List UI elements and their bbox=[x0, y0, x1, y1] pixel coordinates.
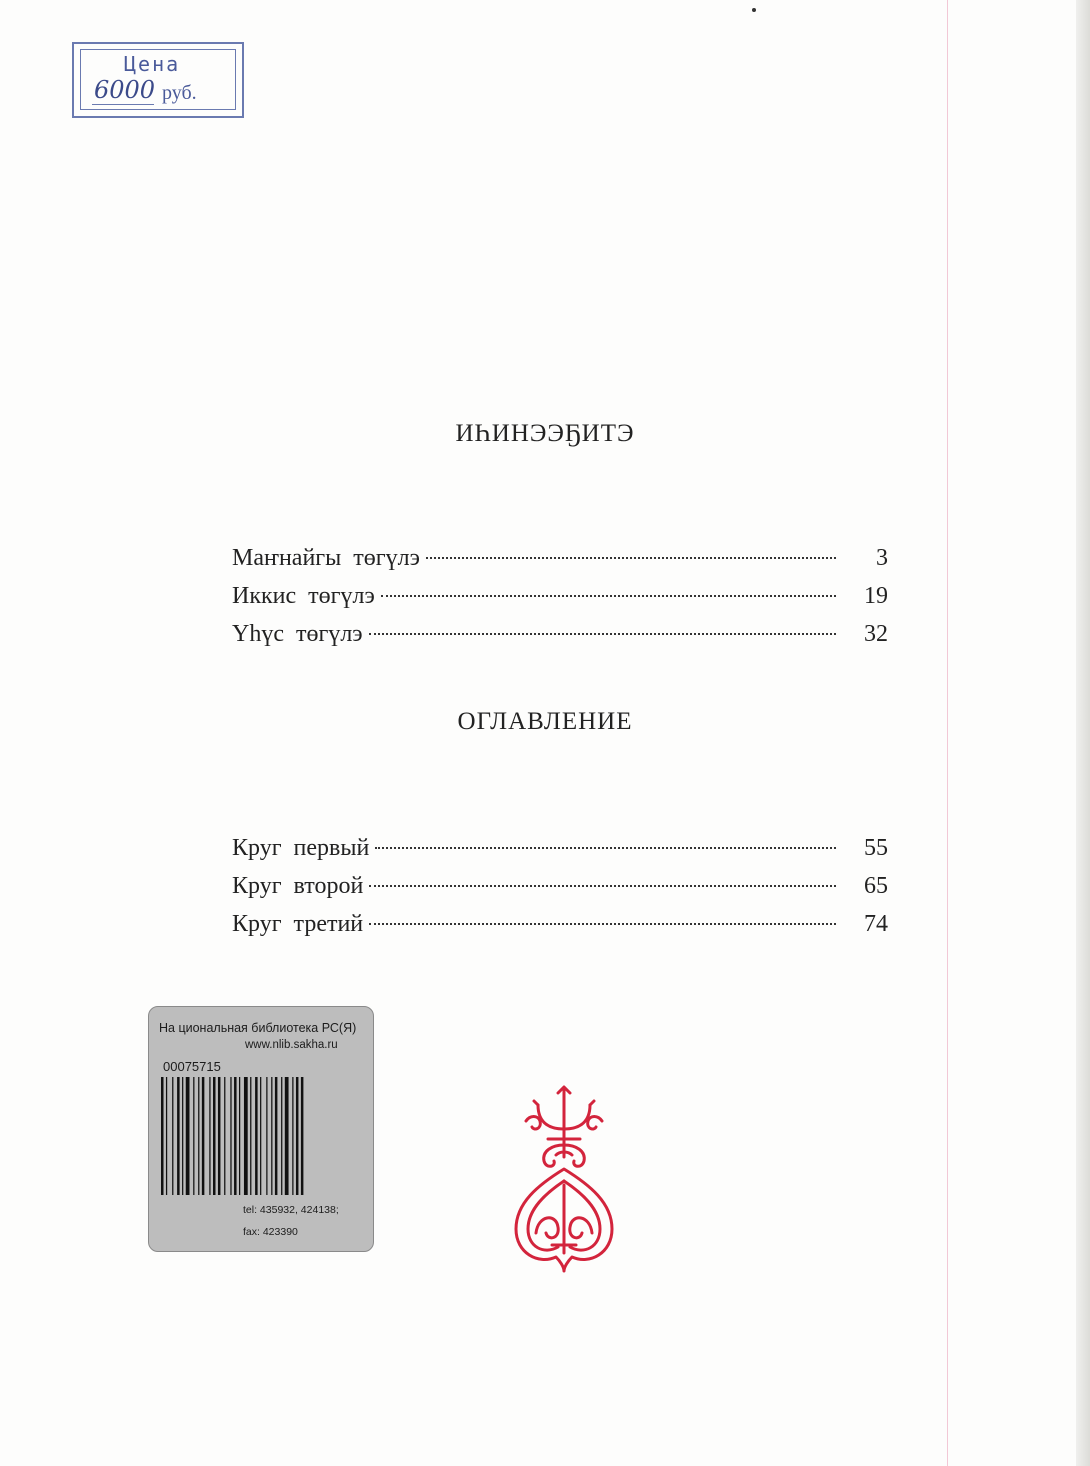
yakut-toc-heading: ИҺИНЭЭҔИТЭ bbox=[455, 420, 635, 447]
toc-entry-title: Круг первый bbox=[232, 835, 370, 861]
toc-leader-dots bbox=[381, 595, 836, 597]
toc-entry bbox=[232, 583, 888, 621]
toc-entry bbox=[232, 545, 888, 583]
price-stamp-underline bbox=[92, 104, 154, 105]
barcode-bar bbox=[186, 1077, 190, 1195]
barcode-bar bbox=[239, 1077, 240, 1195]
toc-leader-dots bbox=[426, 557, 836, 559]
barcode-bar bbox=[281, 1077, 282, 1195]
price-stamp-value: 6000 bbox=[94, 76, 156, 104]
toc-entry-title: Маҥнайгы төгүлэ bbox=[232, 545, 420, 571]
toc-entry-title: Үһүс төгүлэ bbox=[232, 621, 363, 647]
toc-entry-title: Круг второй bbox=[232, 873, 364, 899]
toc-leader-dots bbox=[369, 923, 836, 925]
toc-entry-page: 19 bbox=[864, 583, 888, 609]
barcode-bar bbox=[255, 1077, 258, 1195]
toc-entry-page: 65 bbox=[864, 873, 888, 899]
toc-entry bbox=[232, 835, 888, 873]
toc-leader-dots bbox=[369, 633, 836, 635]
print-speck bbox=[752, 8, 756, 12]
barcode-bar bbox=[209, 1077, 210, 1195]
toc-entry-title: Круг третий bbox=[232, 911, 364, 937]
ornament-icon bbox=[508, 1085, 620, 1273]
barcode-bar bbox=[244, 1077, 248, 1195]
barcode-bar bbox=[172, 1077, 173, 1195]
toc-leader-dots bbox=[375, 847, 836, 849]
library-barcode-sticker bbox=[148, 1006, 374, 1252]
sticker-inventory-code: 00075715 bbox=[163, 1059, 221, 1074]
barcode-bar bbox=[166, 1077, 167, 1195]
barcode-bar bbox=[213, 1077, 216, 1195]
barcode-bar bbox=[260, 1077, 261, 1195]
barcode bbox=[159, 1077, 359, 1195]
price-stamp bbox=[72, 42, 244, 118]
barcode-bar bbox=[250, 1077, 251, 1195]
barcode-bar bbox=[177, 1077, 180, 1195]
barcode-bar bbox=[292, 1077, 293, 1195]
sticker-url: www.nlib.sakha.ru bbox=[245, 1039, 338, 1051]
russian-toc-heading: ОГЛАВЛЕНИЕ bbox=[457, 708, 633, 735]
barcode-bar bbox=[230, 1077, 231, 1195]
barcode-bar bbox=[198, 1077, 199, 1195]
toc-entry-page: 3 bbox=[876, 545, 888, 571]
russian-toc bbox=[232, 835, 888, 949]
toc-entry-page: 55 bbox=[864, 835, 888, 861]
toc-leader-dots bbox=[369, 885, 836, 887]
barcode-bar bbox=[218, 1077, 221, 1195]
price-stamp-label: Цена bbox=[124, 52, 181, 76]
barcode-bar bbox=[182, 1077, 183, 1195]
barcode-bar bbox=[224, 1077, 225, 1195]
sticker-phone: tel: 435932, 424138; bbox=[243, 1204, 339, 1216]
barcode-bar bbox=[301, 1077, 304, 1195]
barcode-bar bbox=[271, 1077, 272, 1195]
barcode-bar bbox=[266, 1077, 267, 1195]
sticker-fax: fax: 423390 bbox=[243, 1226, 298, 1238]
yakut-toc bbox=[232, 545, 888, 659]
barcode-bar bbox=[275, 1077, 278, 1195]
toc-entry bbox=[232, 621, 888, 659]
barcode-bar bbox=[202, 1077, 205, 1195]
toc-entry bbox=[232, 873, 888, 911]
barcode-bar bbox=[234, 1077, 237, 1195]
sticker-library-name: На циональная библиотека РС(Я) bbox=[159, 1021, 357, 1035]
toc-entry-page: 74 bbox=[864, 911, 888, 937]
barcode-bar bbox=[285, 1077, 289, 1195]
barcode-bar bbox=[193, 1077, 194, 1195]
price-stamp-unit: руб. bbox=[162, 82, 197, 104]
barcode-bar bbox=[296, 1077, 299, 1195]
toc-entry-page: 32 bbox=[864, 621, 888, 647]
toc-entry bbox=[232, 911, 888, 949]
barcode-bar bbox=[161, 1077, 164, 1195]
toc-entry-title: Иккис төгүлэ bbox=[232, 583, 375, 609]
